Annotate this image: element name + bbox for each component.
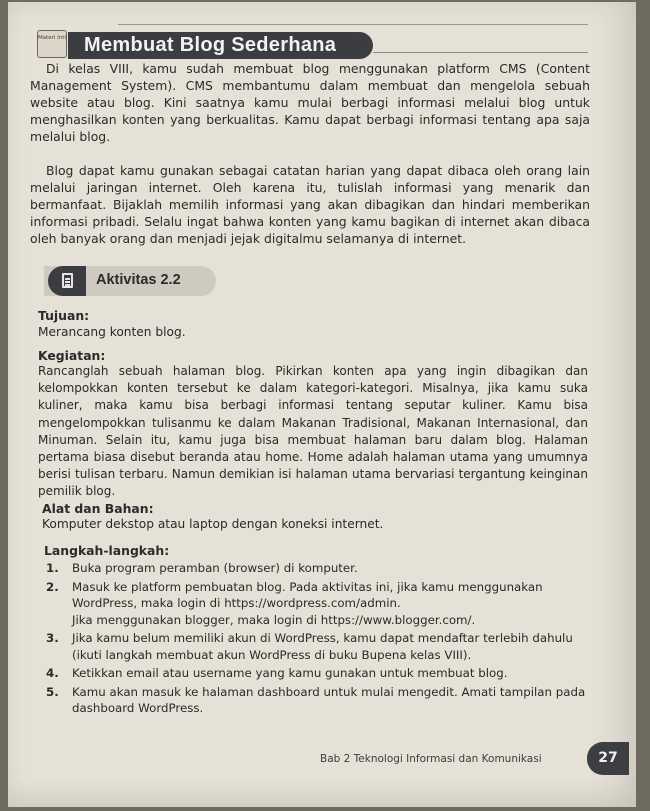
section-title-bar (68, 32, 373, 59)
kegiatan-heading: Kegiatan: (38, 348, 106, 363)
list-item: 2. Masuk ke platform pembuatan blog. Pada aktivitas ini, jika kamu menggunakan WordPress, maka login di https://wordpress.com/admin. Jika menggunakan blogger, maka login di https://www.blogger.com/. (46, 579, 543, 627)
list-item: 4. Ketikkan email atau username yang kamu gunakan untuk membuat blog. (46, 666, 508, 680)
alat-text: Komputer dekstop atau laptop dengan koneksi internet. (42, 517, 384, 531)
book-page (8, 2, 636, 807)
intro-paragraph-2: Blog dapat kamu gunakan sebagai catatan harian yang dapat dibaca oleh orang lain melalui jaringan internet. Oleh karena itu, tulislah informasi yang menarik dan bermanfaat. Bijaklah memilih informasi yang akan dibagikan dan hindari memberikan informasi pribadi. Selalu ingat bahwa konten yang kamu bagikan di internet akan dibaca oleh banyak orang dan menjadi jejak digitalmu selamanya di internet. (30, 163, 590, 246)
langkah-heading: Langkah-langkah: (44, 543, 170, 558)
tujuan-text: Merancang konten blog. (38, 325, 186, 339)
top-rule (118, 24, 588, 25)
chapter-footer: Bab 2 Teknologi Informasi dan Komunikasi (320, 753, 542, 765)
page-number: 27 (587, 742, 629, 775)
alat-heading: Alat dan Bahan: (42, 501, 154, 516)
materi-inti-badge: Materi Inti (37, 30, 67, 58)
list-item: 3. Jika kamu belum memiliki akun di WordPress, kamu dapat mendaftar terlebih dahulu (ikuti langkah membuat akun WordPress di buku Bupena kelas VIII). (46, 631, 573, 662)
document-icon (48, 266, 86, 296)
title-rule (373, 52, 588, 53)
tujuan-heading: Tujuan: (38, 308, 90, 323)
activity-label: Aktivitas 2.2 (96, 272, 181, 288)
steps-list (46, 560, 594, 719)
list-item: 5. Kamu akan masuk ke halaman dashboard untuk mulai mengedit. Amati tampilan pada dashboard WordPress. (46, 684, 586, 715)
intro-paragraph-1: Di kelas VIII, kamu sudah membuat blog menggunakan platform CMS (Content Management System). CMS membantumu dalam membuat dan mengelola sebuah website atau blog. Kini saatnya kamu mulai berbagi informasi melalui blog untuk menghasilkan konten yang berkualitas. Kamu dapat berbagi informasi tentang apa saja melalui blog. (30, 61, 590, 144)
section-title: Membuat Blog Sederhana (84, 34, 337, 56)
kegiatan-text: Rancanglah sebuah halaman blog. Pikirkan konten apa yang ingin dibagikan dan kelompokkan konten tersebut ke dalam kategori-kategori. Misalnya, jika kamu suka kuliner, maka kamu bisa berbagi informasi tentang seputar kuliner. Kamu bisa mengelompokkan tulisanmu ke dalam Makanan Tradisional, Makanan Internasional, dan Minuman. Selain itu, kamu juga bisa membuat halaman baru dalam blog. Halaman pertama biasa disebut beranda atau home. Home adalah halaman utama yang umumnya berisi tulisan terbaru. Namun demikian isi halaman utama bervariasi tergantung keinginan pemilik blog. (38, 364, 588, 499)
activity-header (44, 266, 216, 296)
list-item: 1. Buka program peramban (browser) di komputer. (46, 561, 358, 575)
